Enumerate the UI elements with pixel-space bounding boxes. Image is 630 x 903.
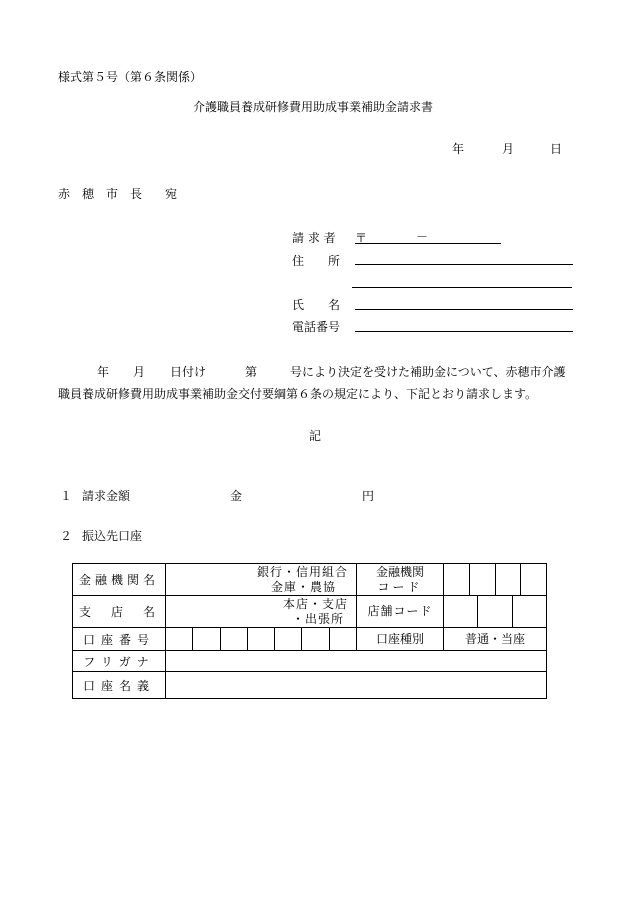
ki-heading: 記 [309,429,322,443]
body-year: 年 [97,365,110,379]
addressee-char-1: 赤 [58,187,71,201]
code-digit-box[interactable] [512,596,546,627]
table-row [73,651,547,672]
item2-label: 振込先口座 [82,529,143,543]
addressee-char-4: 長 [130,187,143,201]
account-number-label: 口座番号 [73,628,166,651]
code-digit-box[interactable] [520,564,546,595]
addressee-char-5: 宛 [165,187,178,201]
bank-code-label-cell [357,564,444,596]
code-digit-box[interactable] [495,564,521,595]
code-digit-box[interactable] [444,564,469,595]
name-field[interactable] [355,309,573,310]
name-label: 氏 名 [292,298,341,312]
phone-label: 電話番号 [292,320,341,334]
bank-code-input[interactable] [444,564,547,596]
table-row [73,628,547,651]
item1-label: 請求金額 [82,489,131,503]
account-holder-input[interactable] [166,672,547,699]
account-digit-box[interactable] [220,628,247,650]
postal-dash: － [416,230,429,244]
table-row [73,564,547,596]
form-title: 介護職員養成研修費用助成事業補助金請求書 [193,100,434,114]
item1-yen: 円 [362,489,375,503]
bank-code-label-line-2: コード [377,579,423,594]
branch-code-input[interactable] [444,596,547,628]
table-row [73,596,547,628]
address-field-line-1[interactable] [355,264,573,265]
body-no: 第 [245,365,258,379]
bank-name-cell[interactable] [166,564,357,596]
furigana-input[interactable] [166,651,547,672]
claimant-label: 請 求 者 [292,231,336,245]
address-label: 住 所 [292,254,341,268]
branch-code-label: 店舗コード [357,596,444,628]
code-digit-box[interactable] [469,564,495,595]
body-dated: 日付け [170,365,207,379]
address-field-line-2[interactable] [352,287,572,288]
body-line2: 職員養成研修費用助成事業補助金交付要綱第６条の規定により、下記とおり請求します。 [58,387,538,401]
account-digit-box[interactable] [329,628,356,650]
account-type-options[interactable]: 普通・当座 [444,628,547,651]
item2-number: ２ [60,529,73,543]
item1-number: １ [60,489,73,503]
bank-types-line-1: 銀行・信用組合 [256,564,348,579]
addressee-char-2: 穂 [82,187,95,201]
account-type-label: 口座種別 [357,628,444,651]
account-holder-label: 口座名義 [73,672,166,699]
branch-label: 支 店 名 [73,596,166,628]
furigana-label: フリガナ [73,651,166,672]
account-digit-box[interactable] [274,628,301,650]
account-digit-box[interactable] [166,628,192,650]
table-row [73,672,547,699]
branch-name-cell[interactable] [166,596,357,628]
branch-types-line-1: 本店・支店 [282,596,348,611]
bank-name-label: 金融機関名 [73,564,166,596]
addressee-char-3: 市 [106,187,119,201]
body-line1: 号により決定を受けた補助金について、赤穂市介護 [290,365,566,379]
bank-account-table [72,563,547,699]
account-number-input[interactable] [166,628,357,651]
code-digit-box[interactable] [444,596,477,627]
date-day-label: 日 [550,142,563,156]
account-digit-box[interactable] [247,628,274,650]
bank-code-label-line-1: 金融機関 [375,564,424,579]
account-digit-box[interactable] [192,628,219,650]
bank-types-line-2: 金庫・農協 [270,579,336,594]
code-digit-box[interactable] [477,596,511,627]
postal-mark: 〒 [355,231,368,245]
item1-kin: 金 [230,489,243,503]
account-digit-box[interactable] [301,628,328,650]
phone-field[interactable] [355,331,573,332]
date-year-label: 年 [452,142,465,156]
body-month: 月 [133,365,146,379]
branch-types-line-2: ・出張所 [291,611,344,626]
form-number: 様式第５号（第６条関係） [58,70,203,84]
date-month-label: 月 [502,142,515,156]
